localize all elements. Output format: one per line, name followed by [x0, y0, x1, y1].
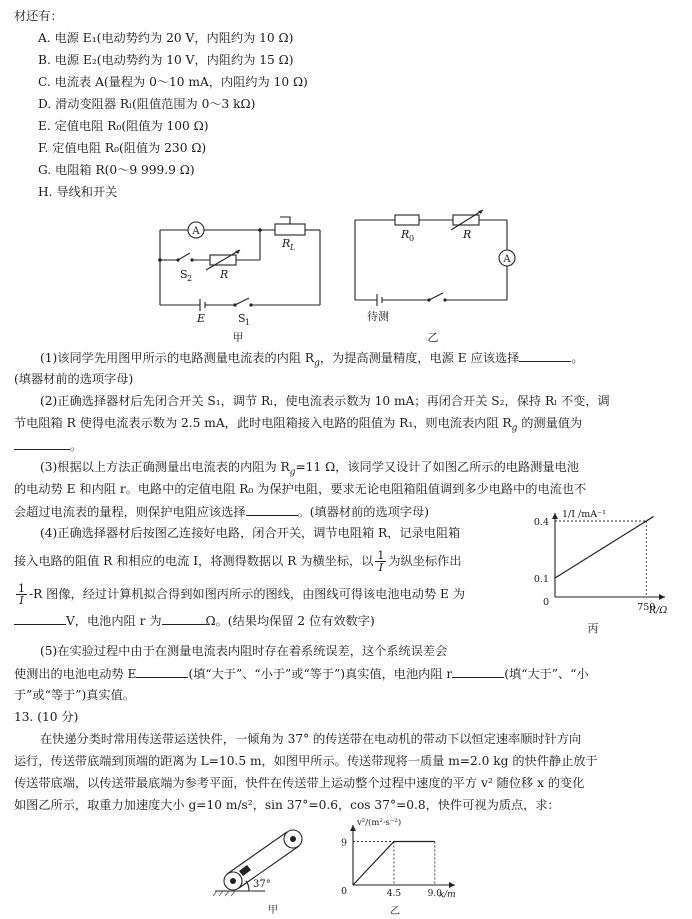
conveyor-belt-diagram — [205, 815, 315, 919]
q5-line3: 于”或“等于”)真实值。 — [14, 688, 135, 702]
q2-answer-blank[interactable] — [14, 437, 70, 450]
q3-line3: 会超过电流表的量程，则保护电阻应该选择 。(填器材前的选项字母) — [14, 505, 429, 519]
q13-heading: 13. (10 分) — [14, 710, 79, 724]
v2-xtick-9.0: 9.0 — [427, 889, 442, 899]
bing-series-line — [555, 516, 654, 578]
v2-xtick-4.5: 4.5 — [386, 889, 402, 899]
q13-para-2: 运行，传送带底端到顶端的距离为 L=10.5 m，如图甲所示。传送带现将一质量 m=2.0 kg 的快件静止放于 — [14, 754, 598, 768]
belt-angle-label: 37° — [253, 879, 271, 890]
material-h: H. 导线和开关 — [38, 185, 118, 199]
bing-caption: 丙 — [587, 622, 599, 635]
v2-xlabel: x/m — [439, 890, 456, 900]
jia-rl-label: R — [282, 237, 291, 250]
q4-fraction-2: $\frac{1}{I}$ — [18, 582, 25, 607]
yi-r-label: R — [463, 228, 472, 241]
v2-ylabel: v²/(m²·s⁻²) — [357, 818, 402, 828]
material-d: D. 滑动变阻器 Rₗ(阻值范围为 0～3 kΩ) — [38, 97, 256, 111]
yi-ammeter-label: A — [503, 254, 511, 265]
q2-line2: 节电阻箱 R 使得电流表示数为 2.5 mA，此时电阻箱接入电路的阻值为 R₁，则电流表内阻 $R_g$ 的测量值为 — [14, 416, 583, 434]
bing-ytick-0.1: 0.1 — [533, 574, 549, 585]
jia-e-label: E — [197, 312, 206, 325]
materials-intro: 材还有： — [14, 9, 63, 23]
material-f: F. 定值电阻 R₀(阻值为 230 Ω) — [38, 141, 207, 155]
q4-fraction: $\frac{1}{I}$ — [377, 549, 385, 574]
q2-line3: 。 — [14, 437, 82, 454]
q4-line2: 接入电路的阻值 R 和相应的电流 I，将测得数据以 R 为横坐标，以 $\frac{1}{I}$ 为纵坐标作出 — [14, 549, 462, 574]
jia-s2-label: S — [180, 268, 188, 281]
jia-s1-label: S — [238, 312, 246, 325]
q5-line2: 使测出的电池电动势 E (填“大于”、“小于”或“等于”)真实值，电池内阻 r (填“大于”、“小 — [14, 667, 589, 681]
jia-s2-sub: 2 — [187, 274, 193, 283]
q1-answer-blank[interactable] — [519, 349, 571, 362]
bing-origin: 0 — [542, 597, 549, 608]
bing-ytick-0.4: 0.4 — [533, 517, 549, 528]
bing-ylabel: 1/I /mA⁻¹ — [562, 509, 606, 520]
q4-line1: (4)正确选择器材后按图乙连接好电路，闭合开关，调节电阻箱 R，记录电阻箱 — [40, 526, 461, 540]
q5-r-blank[interactable] — [452, 665, 504, 678]
bing-xtick-750: 750 — [637, 602, 656, 613]
jia-s1-sub: 1 — [245, 318, 251, 327]
q3-answer-blank[interactable] — [246, 503, 298, 516]
jia-r-label: R — [220, 268, 229, 281]
circuit-jia-diagram — [150, 205, 330, 345]
q3-line1: (3)根据以上方法正确测量出电流表的内阻为 $R_g=11$ Ω，该同学又设计了如图乙所示的电路测量电池 — [40, 460, 579, 478]
q13-para-3: 传送带底端，以传送带最底端为参考平面，快件在传送带上运动整个过程中速度的平方 v² 随位移 x 的变化 — [14, 776, 585, 790]
q4-e-blank[interactable] — [14, 612, 66, 625]
yi-r0-sub: 0 — [409, 234, 415, 243]
bing-xlabel: R/Ω — [649, 605, 668, 616]
q1-line2: (填器材前的选项字母) — [14, 372, 134, 386]
q4-line3: $\frac{1}{I}$ -R 图像，经过计算机拟合得到如图丙所示的图线，由图线可得该电池电动势 E 为 — [18, 582, 466, 607]
q13-para-4: 如图乙所示，取重力加速度大小 g=10 m/s²，sin 37°=0.6，cos 37°=0.8，快件可视为质点，求： — [14, 798, 560, 812]
material-c: C. 电流表 A(量程为 0～10 mA，内阻约为 10 Ω) — [38, 75, 308, 89]
chart-bing — [515, 505, 680, 640]
v2-caption: 乙 — [390, 906, 400, 917]
q3-line2: 的电动势 E 和内阻 r。电路中的定值电阻 R₀ 为保护电阻，要求无论电阻箱阻值调到多少电路中的电流也不 — [14, 482, 587, 496]
q1-line1: (1)该同学先用图甲所示的电路测量电流表的内阻 $R_g$，为提高测量精度，电源 E 应该选择 。 — [40, 351, 584, 369]
jia-caption: 甲 — [232, 331, 244, 344]
q4-r-blank[interactable] — [162, 612, 206, 625]
circuit-yi-diagram — [345, 205, 525, 345]
material-e: E. 定值电阻 R₀(阻值为 100 Ω) — [38, 119, 209, 133]
material-g: G. 电阻箱 R(0～9 999.9 Ω) — [38, 163, 195, 177]
q5-line1: (5)在实验过程中由于在测量电流表内阻时存在着系统误差，这个系统误差会 — [40, 644, 448, 658]
yi-r0-label: R — [401, 228, 410, 241]
q4-line4: V，电池内阻 r 为 Ω。(结果均保留 2 位有效数字) — [14, 612, 375, 629]
jia-rl-sub: L — [290, 243, 296, 252]
q13-para-1: 在快递分类时常用传送带运送快件，一倾角为 37° 的传送带在电动机的带动下以恒定速率顺时针方向 — [40, 732, 582, 746]
material-a: A. 电源 E₁(电动势约为 20 V，内阻约为 10 Ω) — [38, 31, 294, 45]
q2-line1: (2)正确选择器材后先闭合开关 S₁，调节 Rₗ，使电流表示数为 10 mA；再闭合开关 S₂，保持 Rₗ 不变，调 — [40, 394, 610, 408]
yi-caption: 乙 — [427, 331, 439, 344]
v2-origin: 0 — [340, 886, 347, 897]
chart-v2-x — [335, 815, 475, 919]
material-b: B. 电源 E₂(电动势约为 10 V，内阻约为 15 Ω) — [38, 53, 294, 67]
v2-ytick-9: 9 — [340, 837, 347, 849]
jia-ammeter-label: A — [192, 226, 200, 237]
belt-caption: 甲 — [268, 905, 278, 916]
yi-battery-label: 待测 — [367, 310, 389, 323]
q5-e-blank[interactable] — [136, 665, 188, 678]
